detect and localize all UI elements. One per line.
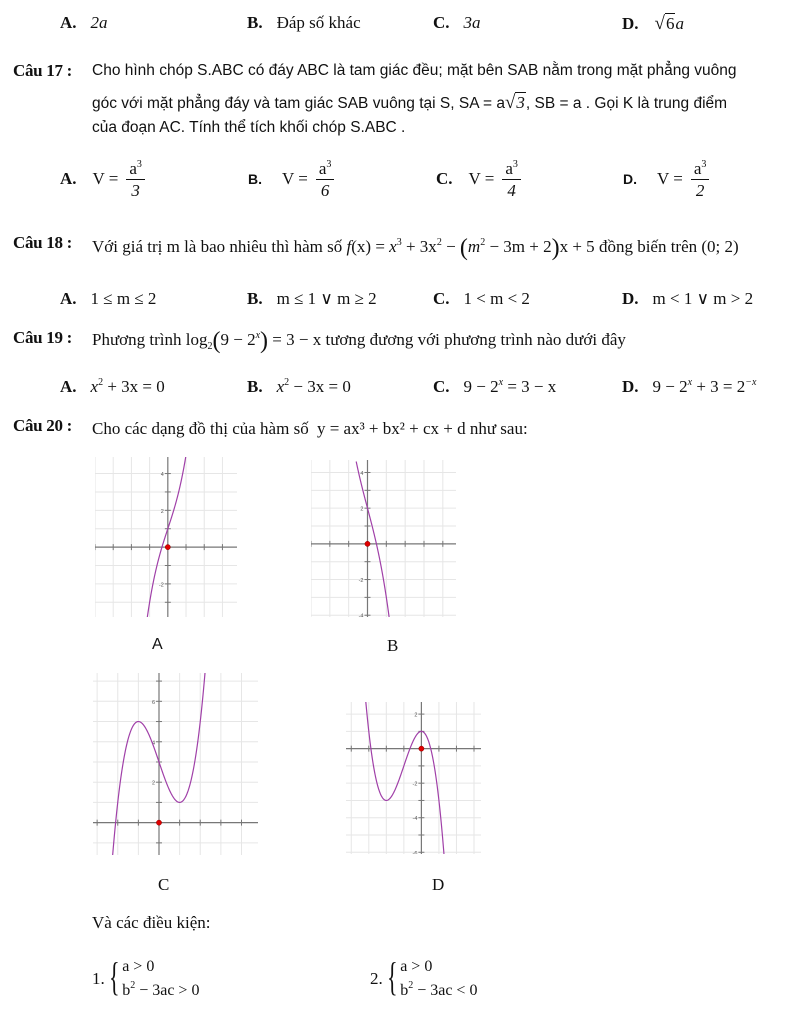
option-label: D.: [622, 14, 639, 33]
question-heading: Câu 19 :: [13, 328, 72, 347]
option-text: $9 - 2^x = 3 - x$: [463, 377, 557, 396]
q16-option-b[interactable]: [247, 13, 361, 33]
q18-option-a[interactable]: [60, 289, 156, 309]
y-tick-label: -2: [158, 582, 164, 589]
cubic-curve: [356, 462, 389, 618]
fraction: $\frac{a^3}{4}$: [502, 160, 521, 201]
y-tick-label: -4: [358, 613, 364, 617]
option-text: m < 1 ∨ m > 2: [652, 289, 754, 308]
option-label: A.: [60, 13, 77, 32]
conditions-intro: Và các điều kiện:: [92, 913, 211, 932]
graph-d-caption: D: [432, 875, 445, 894]
option-text: $x^2 - 3x = 0$: [276, 377, 351, 396]
option-lhs: V =: [92, 169, 119, 189]
fraction: $\frac{a^3}{3}$: [126, 160, 145, 201]
origin-point: [419, 746, 424, 751]
option-label: B.: [248, 171, 262, 188]
question-heading: Câu 17 :: [13, 61, 72, 80]
question-text-line3: của đoạn AC. Tính thể tích khối chóp S.ABC .: [92, 119, 406, 136]
graph-a-caption: A: [152, 636, 163, 653]
q17-option-a[interactable]: [60, 160, 145, 201]
graph-c: [93, 673, 258, 855]
option-text: √6a: [654, 13, 684, 34]
y-tick-label: 2: [151, 780, 155, 787]
question-heading: Câu 18 :: [13, 233, 72, 252]
option-label: C.: [433, 289, 450, 308]
graph-d: [346, 702, 481, 854]
option-text: 3a: [463, 13, 481, 32]
y-tick-label: 2: [160, 508, 164, 515]
fraction: $\frac{a^3}{2}$: [691, 160, 710, 201]
option-text: m ≤ 1 ∨ m ≥ 2: [276, 289, 377, 308]
option-label: A.: [60, 169, 77, 189]
system-of-inequalities: { a > 0 $b^2 - 3ac > 0$: [109, 954, 200, 999]
question-text: Với giá trị m là bao nhiêu thì hàm số $f(x) = x^3 + 3x^2 - (m^2 - 3m + 2)x + 5$ đồng biến trên (0; 2): [92, 235, 739, 261]
q16-option-d[interactable]: [622, 13, 684, 35]
function-formula: $f(x) = x^3 + 3x^2 - (m^2 - 3m + 2)x + 5$: [346, 235, 595, 261]
q17-option-c[interactable]: [436, 160, 521, 201]
q17-option-b[interactable]: [248, 160, 334, 201]
cubic-curve: [147, 457, 187, 617]
system-of-inequalities: { a > 0 $b^2 - 3ac < 0$: [387, 954, 478, 999]
option-text: Đáp số khác: [276, 13, 361, 32]
origin-point: [165, 545, 170, 550]
q16-option-a[interactable]: [60, 13, 108, 33]
y-tick-label: 2: [414, 712, 418, 719]
option-lhs: V =: [468, 169, 495, 189]
y-tick-label: -2: [358, 578, 364, 585]
function-formula: y = ax³ + bx² + cx + d: [316, 419, 466, 438]
graph-b-caption: B: [387, 636, 399, 655]
y-tick-label: 6: [151, 699, 155, 706]
question-text-line1: Cho hình chóp S.ABC có đáy ABC là tam giác đều; mặt bên SAB nằm trong mặt phẳng vuông: [92, 62, 737, 79]
option-label: C.: [436, 169, 453, 189]
option-label: A.: [60, 377, 77, 396]
graph-c-caption: C: [158, 875, 170, 894]
question-text: Phương trình $\log_2(9 - 2^x) = 3 - x$ tương đương với phương trình nào dưới đây: [92, 328, 626, 354]
log-equation: $\log_2(9 - 2^x) = 3 - x$: [185, 328, 322, 354]
option-label: D.: [622, 377, 639, 396]
option-lhs: V =: [282, 169, 308, 189]
q18-option-b[interactable]: [247, 289, 377, 309]
origin-point: [365, 541, 370, 546]
q19-option-d[interactable]: [622, 377, 756, 397]
y-tick-label: 4: [151, 740, 155, 747]
q18-option-c[interactable]: [433, 289, 530, 309]
option-label: B.: [247, 13, 263, 32]
option-label: D.: [622, 289, 639, 308]
option-label: B.: [247, 377, 263, 396]
option-text: 2a: [90, 13, 108, 32]
q19-option-b[interactable]: [247, 377, 351, 397]
y-tick-label: 4: [360, 470, 364, 477]
graph-b: [311, 460, 456, 617]
condition-number: 1.: [92, 969, 105, 988]
y-tick-label: 4: [160, 472, 164, 479]
condition-1: [92, 955, 199, 1003]
option-lhs: V =: [657, 169, 683, 189]
q16-option-c[interactable]: [433, 13, 481, 33]
q17-option-d[interactable]: [623, 160, 709, 201]
q19-option-a[interactable]: [60, 377, 165, 397]
sqrt-expression: √6: [654, 13, 675, 34]
option-label: D.: [623, 171, 637, 188]
option-text: 1 < m < 2: [463, 289, 530, 308]
option-text: 1 ≤ m ≤ 2: [90, 289, 157, 308]
condition-number: 2.: [370, 969, 383, 988]
option-label: A.: [60, 289, 77, 308]
option-label: B.: [247, 289, 263, 308]
q18-option-d[interactable]: [622, 289, 753, 309]
y-tick-label: 2: [360, 506, 364, 513]
question-text-line2: góc với mặt phẳng đáy và tam giác SAB vuông tại S, SA = a√3, SB = a . Gọi K là trung điểm: [92, 92, 728, 113]
option-text: $x^2 + 3x = 0$: [90, 377, 165, 396]
option-label: C.: [433, 13, 450, 32]
question-text: Cho các dạng đồ thị của hàm số y = ax³ + bx² + cx + d như sau:: [92, 419, 528, 438]
q19-option-c[interactable]: [433, 377, 556, 397]
y-tick-label: -2: [412, 781, 418, 788]
y-tick-label: -4: [412, 816, 418, 823]
option-label: C.: [433, 377, 450, 396]
question-heading: Câu 20 :: [13, 416, 72, 435]
graph-a: [95, 457, 237, 617]
condition-2: [370, 955, 477, 1003]
y-tick-label: -6: [412, 850, 418, 854]
origin-point: [156, 820, 161, 825]
fraction: $\frac{a^3}{6}$: [316, 160, 335, 201]
option-text: $9 - 2^x + 3 = 2^{-x}$: [652, 377, 757, 396]
